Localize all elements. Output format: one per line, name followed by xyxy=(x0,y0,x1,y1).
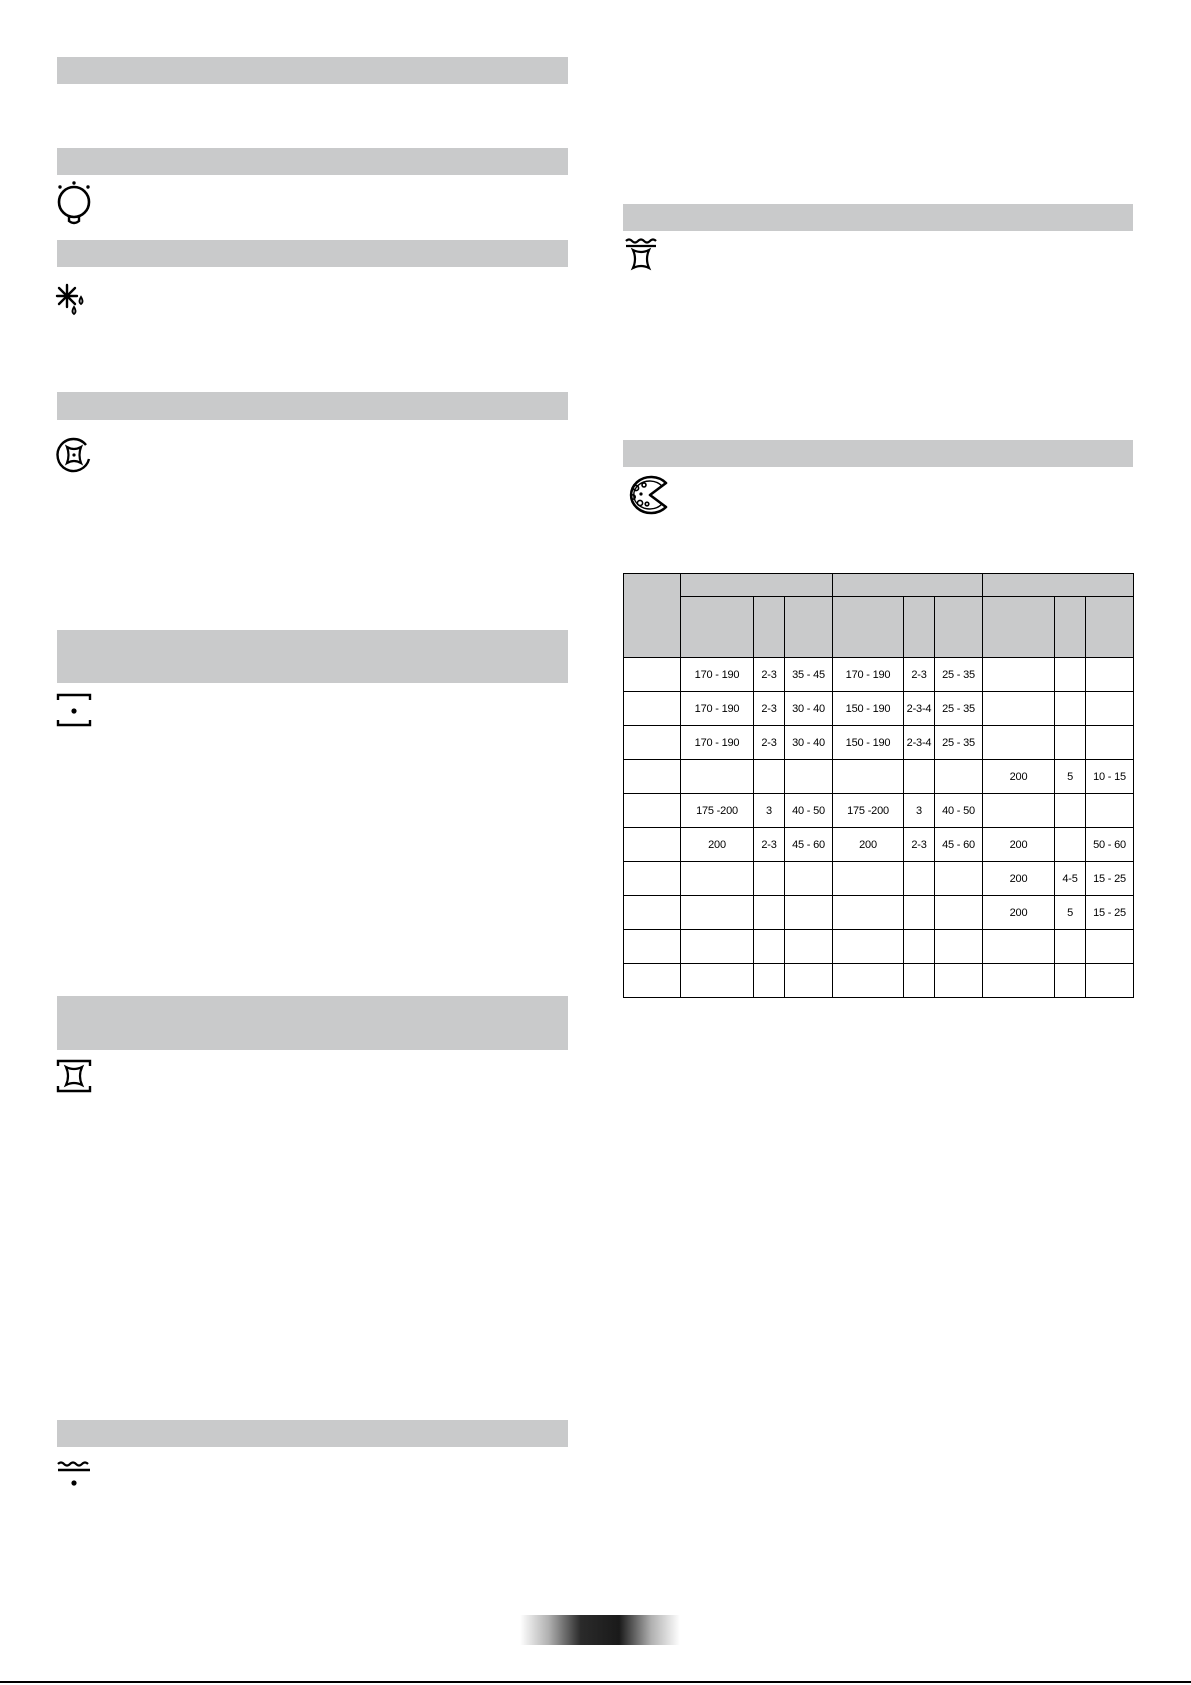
header-level-3 xyxy=(1055,597,1086,658)
table-cell xyxy=(983,658,1055,692)
table-cell xyxy=(754,862,785,896)
table-row xyxy=(624,930,1134,964)
table-cell xyxy=(754,964,785,998)
table-cell xyxy=(935,930,983,964)
table-cell xyxy=(1055,692,1086,726)
table-cell xyxy=(785,964,833,998)
header-group-3 xyxy=(983,574,1134,597)
table-cell xyxy=(1055,658,1086,692)
table-cell xyxy=(1055,964,1086,998)
table-cell: 170 - 190 xyxy=(681,658,754,692)
table-cell: 150 - 190 xyxy=(833,726,904,760)
table-cell: 35 - 45 xyxy=(785,658,833,692)
table-cell: 3 xyxy=(904,794,935,828)
table-cell: 2-3 xyxy=(754,828,785,862)
table-row xyxy=(624,726,1134,760)
header-level-2 xyxy=(904,597,935,658)
table-cell xyxy=(1086,794,1134,828)
table-cell xyxy=(833,964,904,998)
table-cell xyxy=(983,726,1055,760)
table-cell xyxy=(983,964,1055,998)
table-cell xyxy=(754,896,785,930)
table-cell: 170 - 190 xyxy=(833,658,904,692)
table-header-row-2 xyxy=(624,597,1134,658)
header-level-1 xyxy=(754,597,785,658)
table-cell xyxy=(983,692,1055,726)
section-bar-grill-bottom xyxy=(57,1420,568,1447)
table-cell xyxy=(1055,930,1086,964)
table-cell xyxy=(681,930,754,964)
table-cell: 25 - 35 xyxy=(935,658,983,692)
table-cell xyxy=(624,760,681,794)
table-cell xyxy=(833,896,904,930)
table-header-row-1 xyxy=(624,574,1134,597)
table-row xyxy=(624,964,1134,998)
table-cell xyxy=(1055,726,1086,760)
table-cell: 30 - 40 xyxy=(785,692,833,726)
table-cell: 200 xyxy=(983,896,1055,930)
table-cell: 200 xyxy=(983,760,1055,794)
table-cell xyxy=(1055,794,1086,828)
table-cell xyxy=(1086,658,1134,692)
table-cell: 2-3 xyxy=(754,658,785,692)
fan-forced-icon xyxy=(56,437,92,473)
table-cell xyxy=(833,930,904,964)
table-cell xyxy=(681,964,754,998)
table-row xyxy=(624,862,1134,896)
table-cell xyxy=(624,658,681,692)
cooking-table xyxy=(623,573,1134,998)
table-cell xyxy=(681,862,754,896)
table-cell xyxy=(785,862,833,896)
table-cell xyxy=(624,828,681,862)
section-bar-pizza xyxy=(623,440,1133,467)
table-cell xyxy=(1086,964,1134,998)
table-cell xyxy=(935,862,983,896)
table-cell: 175 -200 xyxy=(833,794,904,828)
table-cell xyxy=(1086,930,1134,964)
table-cell xyxy=(983,930,1055,964)
table-cell xyxy=(624,726,681,760)
section-bar-fan xyxy=(57,392,568,420)
table-cell xyxy=(624,692,681,726)
header-group-1 xyxy=(681,574,833,597)
table-cell xyxy=(904,930,935,964)
table-cell xyxy=(624,930,681,964)
defrost-icon xyxy=(55,283,89,315)
grill-and-bottom-heat-icon xyxy=(56,1460,94,1490)
header-temp-2 xyxy=(833,597,904,658)
table-cell: 175 -200 xyxy=(681,794,754,828)
table-cell xyxy=(904,964,935,998)
section-bar-defrost xyxy=(57,240,568,267)
table-cell xyxy=(983,794,1055,828)
fan-with-ring-heater-icon xyxy=(56,1058,94,1094)
header-group-2 xyxy=(833,574,983,597)
table-row xyxy=(624,760,1134,794)
header-time-2 xyxy=(935,597,983,658)
table-cell xyxy=(681,760,754,794)
table-cell: 15 - 25 xyxy=(1086,862,1134,896)
table-cell: 200 xyxy=(983,828,1055,862)
header-time-1 xyxy=(785,597,833,658)
table-cell: 2-3-4 xyxy=(904,726,935,760)
table-row xyxy=(624,828,1134,862)
table-cell: 170 - 190 xyxy=(681,726,754,760)
fan-grill-icon xyxy=(624,238,660,274)
table-row xyxy=(624,658,1134,692)
table-cell: 50 - 60 xyxy=(1086,828,1134,862)
table-cell xyxy=(1086,726,1134,760)
lamp-icon xyxy=(56,181,92,227)
table-cell: 5 xyxy=(1055,760,1086,794)
table-cell xyxy=(904,862,935,896)
table-cell xyxy=(624,794,681,828)
table-cell xyxy=(681,896,754,930)
footer-rule xyxy=(0,1681,1191,1683)
header-temp-3 xyxy=(983,597,1055,658)
table-cell: 200 xyxy=(833,828,904,862)
table-cell xyxy=(785,930,833,964)
header-temp-1 xyxy=(681,597,754,658)
table-cell: 30 - 40 xyxy=(785,726,833,760)
table-cell xyxy=(1055,828,1086,862)
static-bottom-heat-icon xyxy=(56,692,94,728)
table-cell: 40 - 50 xyxy=(785,794,833,828)
table-row xyxy=(624,794,1134,828)
table-cell: 2-3 xyxy=(904,658,935,692)
table-cell: 25 - 35 xyxy=(935,726,983,760)
table-cell: 15 - 25 xyxy=(1086,896,1134,930)
table-cell xyxy=(935,760,983,794)
table-cell xyxy=(754,760,785,794)
table-body xyxy=(624,658,1134,998)
table-cell xyxy=(624,862,681,896)
table-cell: 25 - 35 xyxy=(935,692,983,726)
table-row xyxy=(624,896,1134,930)
table-cell: 150 - 190 xyxy=(833,692,904,726)
table-cell: 5 xyxy=(1055,896,1086,930)
table-cell: 4-5 xyxy=(1055,862,1086,896)
table-cell xyxy=(833,862,904,896)
section-bar-lamp xyxy=(57,148,568,175)
table-cell: 2-3 xyxy=(754,726,785,760)
table-cell xyxy=(904,760,935,794)
table-cell xyxy=(1086,692,1134,726)
header-dish xyxy=(624,574,681,658)
table-cell xyxy=(833,760,904,794)
table-cell xyxy=(904,896,935,930)
table-cell xyxy=(785,896,833,930)
section-bar-fan-ring xyxy=(57,996,568,1050)
table-cell: 200 xyxy=(983,862,1055,896)
table-cell xyxy=(935,896,983,930)
header-time-3 xyxy=(1086,597,1134,658)
table-cell: 2-3-4 xyxy=(904,692,935,726)
table-cell xyxy=(624,964,681,998)
table-cell xyxy=(624,896,681,930)
section-bar-fan-grill xyxy=(623,204,1133,231)
table-row xyxy=(624,692,1134,726)
table-cell: 40 - 50 xyxy=(935,794,983,828)
table-cell: 10 - 15 xyxy=(1086,760,1134,794)
table-cell xyxy=(754,930,785,964)
table-cell: 170 - 190 xyxy=(681,692,754,726)
pizza-icon xyxy=(622,475,672,515)
table-cell: 200 xyxy=(681,828,754,862)
table-cell xyxy=(785,760,833,794)
page-number-tab xyxy=(520,1615,680,1645)
table-cell: 45 - 60 xyxy=(785,828,833,862)
table-cell: 2-3 xyxy=(904,828,935,862)
section-bar-static xyxy=(57,630,568,683)
table-cell xyxy=(935,964,983,998)
table-cell: 2-3 xyxy=(754,692,785,726)
table-cell: 45 - 60 xyxy=(935,828,983,862)
table-cell: 3 xyxy=(754,794,785,828)
section-bar-1 xyxy=(57,57,568,84)
